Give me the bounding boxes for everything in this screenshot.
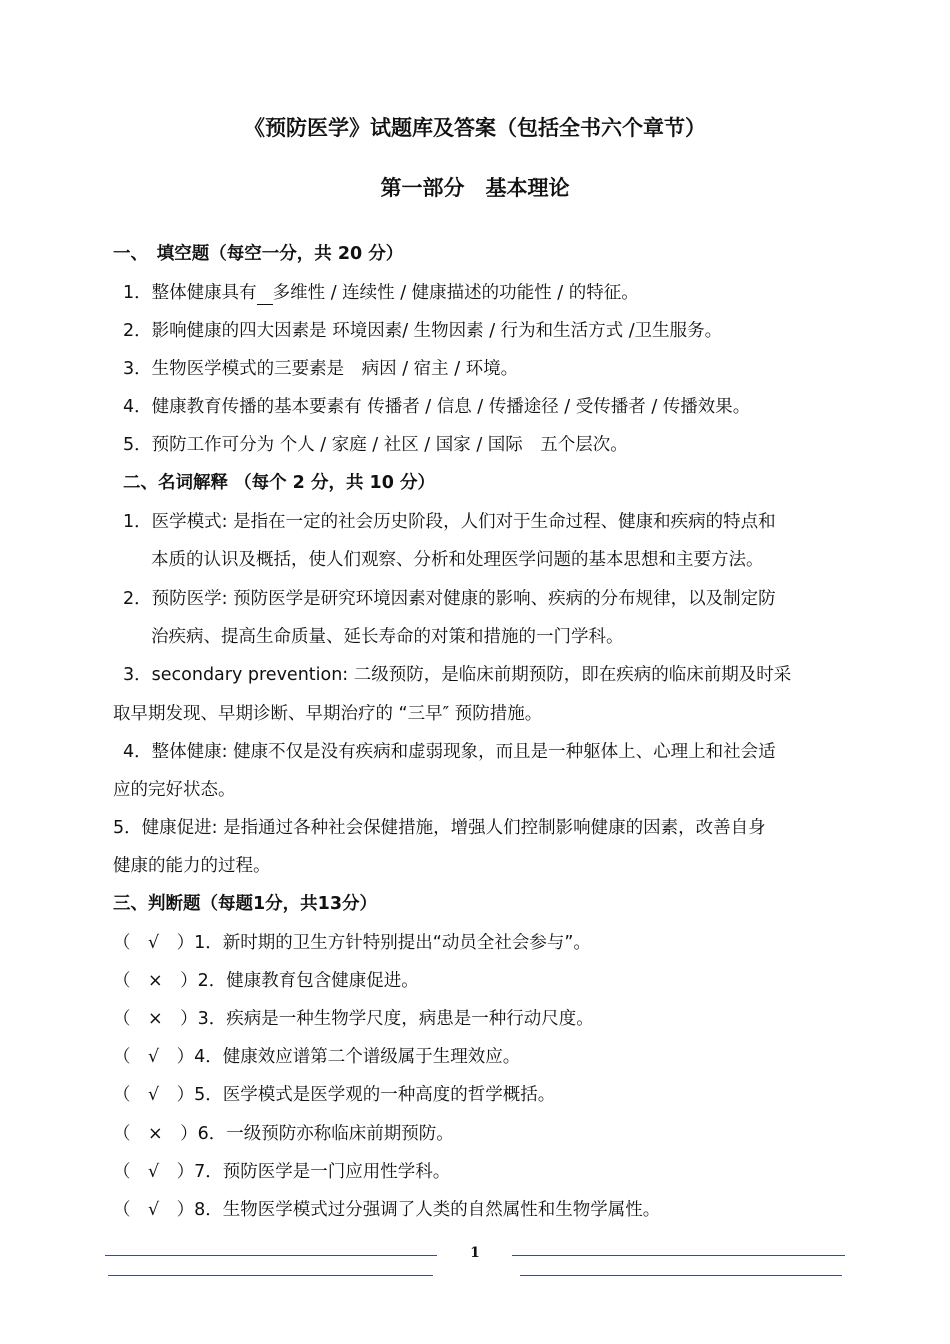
list-item: （ × ）3．疾病是一种生物学尺度，病患是一种行动尺度。	[113, 1009, 594, 1029]
list-item: （ √ ）7．预防医学是一门应用性学科。	[113, 1162, 451, 1182]
fill-in-prefix: 1．整体健康具有	[123, 283, 257, 303]
term-line: 治疾病、提高生命质量、延长寿命的对策和措施的一门学科。	[151, 627, 624, 647]
list-item: 3．生物医学模式的三要素是 病因 / 宿主 / 环境。	[123, 359, 519, 379]
page-number: 1	[470, 1245, 480, 1261]
footer-rule-right-lower	[520, 1275, 842, 1276]
fill-in-answer: 多维性 / 连续性 / 健康描述的功能性 / 的特征。	[272, 283, 639, 303]
list-item: 5．预防工作可分为 个人 / 家庭 / 社区 / 国家 / 国际 五个层次。	[123, 435, 628, 455]
list-item: 2．影响健康的四大因素是 环境因素/ 生物因素 / 行为和生活方式 /卫生服务。	[123, 321, 723, 341]
list-item: （ √ ）8．生物医学模式过分强调了人类的自然属性和生物学属性。	[113, 1200, 661, 1220]
term-line: 2．预防医学: 预防医学是研究环境因素对健康的影响、疾病的分布规律，以及制定防	[123, 589, 776, 609]
term-line: 健康的能力的过程。	[113, 856, 271, 876]
list-item: （ × ）2．健康教育包含健康促进。	[113, 971, 419, 991]
term-line: 3．secondary prevention: 二级预防，是临床前期预防，即在疾病的临床前期及时采	[123, 665, 792, 685]
term-line: 应的完好状态。	[113, 780, 236, 800]
list-item: （ √ ）4．健康效应谱第二个谱级属于生理效应。	[113, 1047, 521, 1067]
footer-rule-left	[105, 1255, 437, 1256]
list-item: 4．健康教育传播的基本要素有 传播者 / 信息 / 传播途径 / 受传播者 / 传播效果。	[123, 397, 751, 417]
part-title: 第一部分 基本理论	[380, 176, 570, 200]
term-line: 1．医学模式: 是指在一定的社会历史阶段，人们对于生命过程、健康和疾病的特点和	[123, 512, 776, 532]
section-heading-judgement: 三、判断题（每题1分，共13分）	[113, 894, 378, 914]
answer-blank	[257, 286, 273, 305]
term-line: 取早期发现、早期诊断、早期治疗的 “三早″ 预防措施。	[113, 704, 543, 724]
term-line: 本质的认识及概括，使人们观察、分析和处理医学问题的基本思想和主要方法。	[151, 550, 764, 570]
list-item: （ × ）6．一级预防亦称临床前期预防。	[113, 1124, 454, 1144]
document-title: 《预防医学》试题库及答案（包括全书六个章节）	[244, 116, 706, 140]
list-item: （ √ ）1．新时期的卫生方针特别提出“动员全社会参与”。	[113, 933, 591, 953]
footer-rule-right	[512, 1255, 845, 1256]
footer-rule-left-lower	[108, 1275, 433, 1276]
list-item: （ √ ）5．医学模式是医学观的一种高度的哲学概括。	[113, 1085, 556, 1105]
term-line: 4．整体健康: 健康不仅是没有疾病和虚弱现象，而且是一种躯体上、心理上和社会适	[123, 742, 776, 762]
section-heading-terms: 二、名词解释 （每个 2 分，共 10 分）	[123, 473, 435, 493]
list-item	[123, 281, 639, 305]
term-line: 5．健康促进: 是指通过各种社会保健措施，增强人们控制影响健康的因素，改善自身	[113, 818, 766, 838]
section-heading-fill-in: 一、 填空题（每空一分，共 20 分）	[113, 244, 404, 264]
